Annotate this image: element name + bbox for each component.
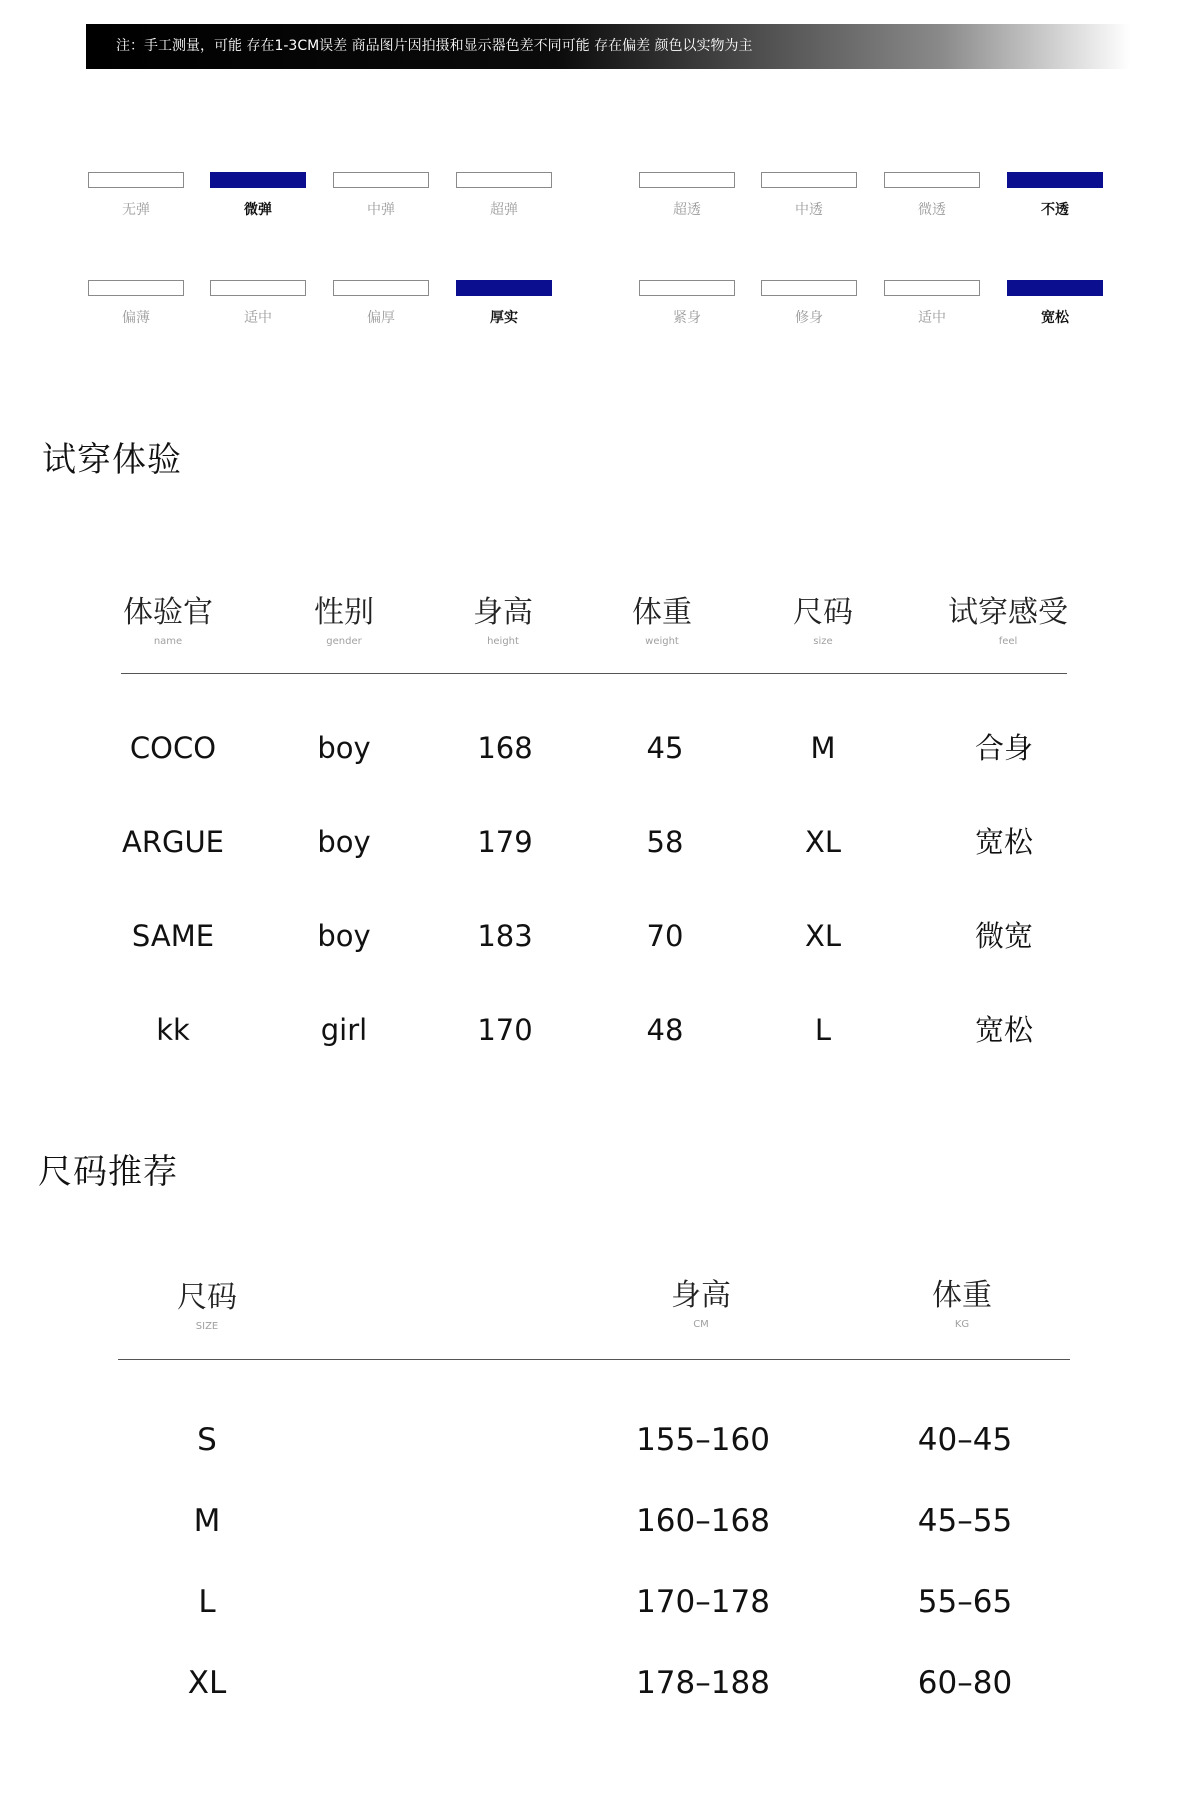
scale-bar — [456, 280, 552, 296]
size-cell: 178–188 — [636, 1665, 770, 1701]
scale-bar — [761, 172, 857, 188]
tryon-header-height — [433, 596, 573, 648]
size-header-size — [137, 1281, 277, 1333]
header-sublabel: size — [813, 636, 833, 647]
thickness-option — [210, 280, 306, 340]
header-label: 身高 — [671, 1278, 731, 1313]
transparency-option — [884, 172, 980, 232]
tryon-cell: boy — [317, 919, 371, 953]
size-cell: 155–160 — [636, 1422, 770, 1458]
tryon-cell: 58 — [646, 825, 684, 859]
scale-bar — [88, 172, 184, 188]
scale-bar — [333, 172, 429, 188]
scale-bar — [639, 172, 735, 188]
size-cell: M — [193, 1503, 221, 1539]
scale-bar — [210, 280, 306, 296]
tryon-cell: 168 — [477, 731, 533, 765]
elasticity-option — [456, 172, 552, 232]
tryon-section-title: 试穿体验 — [42, 440, 182, 480]
option-label: 超弹 — [490, 202, 518, 218]
notice-banner: 注：手工测量，可能 存在1-3CM误差 商品图片因拍摄和显示器色差不同可能 存在偏差 颜色以实物为主 — [86, 24, 1130, 69]
fit-scale — [639, 280, 1111, 340]
scale-bar — [210, 172, 306, 188]
tryon-cell: 70 — [646, 919, 684, 953]
size-header-height — [631, 1279, 771, 1331]
tryon-cell: boy — [317, 731, 371, 765]
header-label: 试穿感受 — [948, 595, 1068, 630]
header-label: 尺码 — [793, 595, 853, 630]
size-section-title: 尺码推荐 — [38, 1152, 178, 1192]
tryon-cell: 宽松 — [974, 1013, 1033, 1047]
tryon-cell: 48 — [646, 1013, 684, 1047]
scale-bar — [333, 280, 429, 296]
header-label: 身高 — [473, 595, 533, 630]
header-sublabel: CM — [693, 1319, 709, 1330]
option-label: 偏厚 — [367, 310, 395, 326]
elasticity-scale — [88, 172, 560, 232]
tryon-cell: 183 — [477, 919, 533, 953]
fit-option — [761, 280, 857, 340]
transparency-option — [761, 172, 857, 232]
tryon-header-weight — [592, 596, 732, 648]
option-label: 偏薄 — [122, 310, 150, 326]
option-label: 修身 — [795, 310, 823, 326]
option-label: 微透 — [918, 202, 946, 218]
header-label: 体重 — [932, 1278, 992, 1313]
scale-bar — [88, 280, 184, 296]
scale-bar — [1007, 280, 1103, 296]
tryon-cell: L — [814, 1013, 832, 1047]
header-sublabel: feel — [998, 636, 1018, 647]
tryon-cell: SAME — [131, 919, 215, 953]
scale-bar — [884, 172, 980, 188]
tryon-cell: COCO — [129, 731, 217, 765]
header-sublabel: weight — [645, 636, 679, 647]
elasticity-option — [333, 172, 429, 232]
scale-bar — [761, 280, 857, 296]
scale-bar — [639, 280, 735, 296]
tryon-header-size — [753, 596, 893, 648]
transparency-scale — [639, 172, 1111, 232]
tryon-header-feel — [918, 596, 1098, 648]
header-sublabel: name — [153, 636, 183, 647]
tryon-cell: girl — [320, 1013, 368, 1047]
thickness-option — [333, 280, 429, 340]
tryon-cell: 45 — [646, 731, 684, 765]
option-label: 厚实 — [490, 310, 518, 326]
fit-option — [884, 280, 980, 340]
scale-bar — [884, 280, 980, 296]
tryon-cell: XL — [804, 919, 842, 953]
header-label: 体重 — [632, 595, 692, 630]
size-cell: 45–55 — [917, 1503, 1013, 1539]
header-sublabel: gender — [326, 636, 362, 647]
transparency-option — [639, 172, 735, 232]
option-label: 无弹 — [122, 202, 150, 218]
size-header-rule — [118, 1359, 1070, 1360]
scale-bar — [456, 172, 552, 188]
size-cell: 55–65 — [917, 1584, 1013, 1620]
tryon-cell: ARGUE — [121, 825, 224, 859]
tryon-cell: 宽松 — [974, 825, 1033, 859]
tryon-cell: 179 — [477, 825, 533, 859]
size-cell: 160–168 — [636, 1503, 770, 1539]
option-label: 中透 — [795, 202, 823, 218]
size-cell: L — [198, 1584, 216, 1620]
tryon-cell: kk — [156, 1013, 190, 1047]
size-header-weight — [892, 1279, 1032, 1331]
option-label: 适中 — [918, 310, 946, 326]
header-label: 尺码 — [177, 1280, 237, 1315]
tryon-cell: 170 — [477, 1013, 533, 1047]
option-label: 紧身 — [673, 310, 701, 326]
option-label: 适中 — [244, 310, 272, 326]
header-label: 体验官 — [123, 595, 213, 630]
size-cell: S — [197, 1422, 217, 1458]
fit-option — [1007, 280, 1103, 340]
elasticity-option — [88, 172, 184, 232]
thickness-option — [456, 280, 552, 340]
size-cell: 40–45 — [917, 1422, 1013, 1458]
option-label: 微弹 — [244, 202, 272, 218]
tryon-cell: M — [810, 731, 836, 765]
thickness-option — [88, 280, 184, 340]
header-label: 性别 — [314, 595, 374, 630]
header-sublabel: height — [487, 636, 519, 647]
tryon-cell: XL — [804, 825, 842, 859]
header-sublabel: KG — [954, 1319, 970, 1330]
tryon-header-name — [98, 596, 238, 648]
tryon-header-rule — [121, 673, 1067, 674]
fit-option — [639, 280, 735, 340]
size-cell: 60–80 — [917, 1665, 1013, 1701]
tryon-cell: boy — [317, 825, 371, 859]
header-sublabel: SIZE — [195, 1321, 219, 1332]
option-label: 中弹 — [367, 202, 395, 218]
size-cell: 170–178 — [636, 1584, 770, 1620]
transparency-option — [1007, 172, 1103, 232]
scale-bar — [1007, 172, 1103, 188]
option-label: 宽松 — [1041, 310, 1069, 326]
size-cell: XL — [187, 1665, 227, 1701]
option-label: 超透 — [673, 202, 701, 218]
tryon-cell: 微宽 — [974, 919, 1033, 953]
tryon-header-gender — [274, 596, 414, 648]
thickness-scale — [88, 280, 560, 340]
elasticity-option — [210, 172, 306, 232]
tryon-cell: 合身 — [974, 731, 1033, 765]
option-label: 不透 — [1041, 202, 1069, 218]
